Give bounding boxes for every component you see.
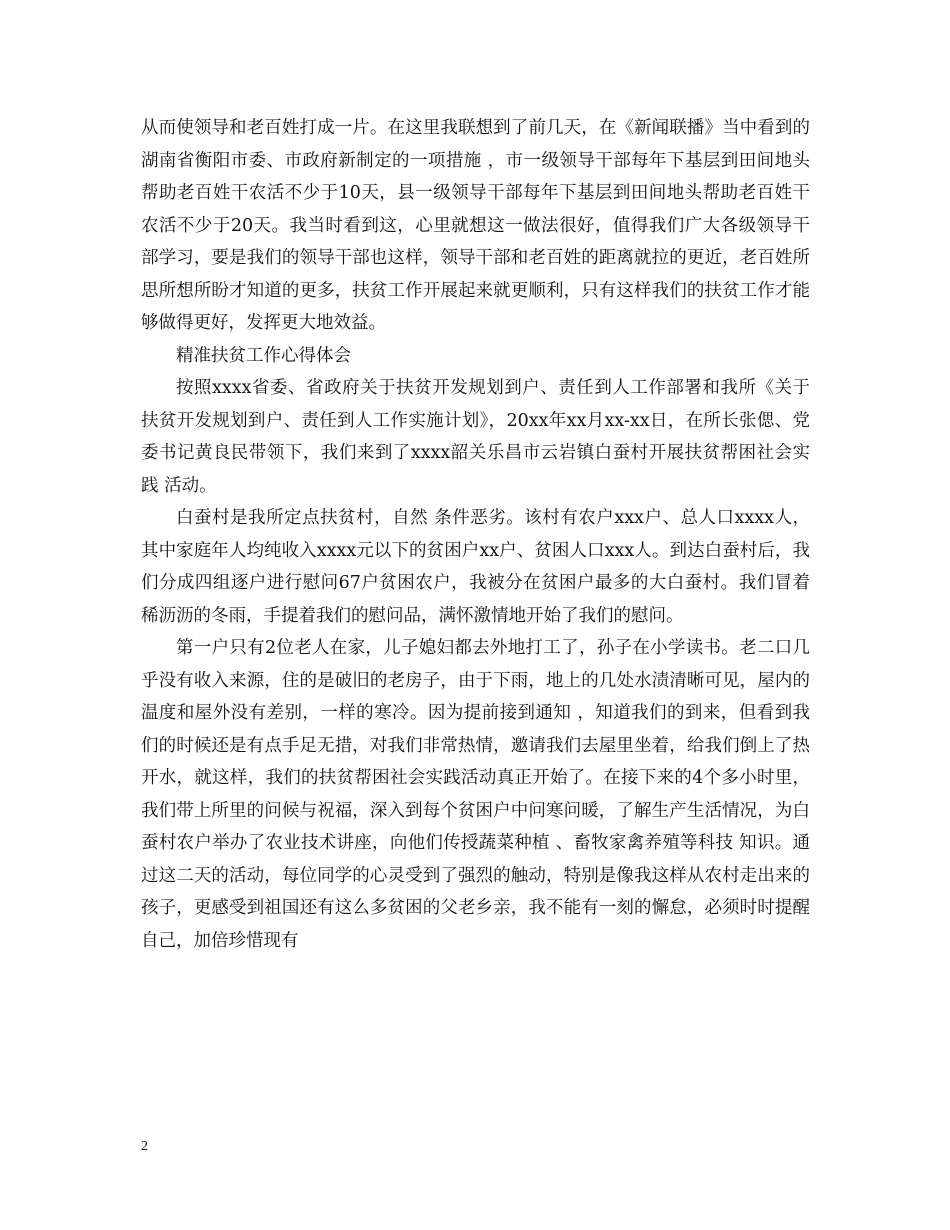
page-number: 2 (141, 1139, 148, 1154)
paragraph-4: 第一户只有2位老人在家，儿子媳妇都去外地打工了，孙子在小学读书。老二口几乎没有收入来源，住的是破旧的老房子，由于下雨，地上的几处水渍清晰可见，屋内的温度和屋外没有差别，一样的寒冷。因为提前接到通知 ，知道我们的到来，但看到我们的时候还是有点手足无措，对我们非常热情，邀请我们去屋里坐着，给我们倒上了热开水，就这样，我们的扶贫帮困社会实践活动真正开始了。在接下来的4个多小时里，我们带上所里的问候与祝福，深入到每个贫困户中问寒问暖，了解生产生活情况，为白蚕村农户举办了农业技术讲座，向他们传授蔬菜种植 、畜牧家禽养殖等科技 知识。通过这二天的活动，每位同学的心灵受到了强烈的触动，特别是像我这样从农村走出来的孩子，更感受到祖国还有这么多贫困的父老乡亲，我不能有一刻的懈怠，必须时时提醒自己，加倍珍惜现有 (141, 638, 810, 951)
document-body (141, 112, 810, 957)
paragraph-1: 从而使领导和老百姓打成一片。在这里我联想到了前几天，在《新闻联播》当中看到的湖南省衡阳市委、市政府新制定的一项措施 ，市一级领导干部每年下基层到田间地头帮助老百姓干农活不少于10天，县一级领导干部每年下基层到田间地头帮助老百姓干农活不少于20天。我当时看到这，心里就想这一做法很好，值得我们广大各级领导干部学习，要是我们的领导干部也这样，领导干部和老百姓的距离就拉的更近，老百姓所思所想所盼才知道的更多，扶贫工作开展起来就更顺利，只有这样我们的扶贫工作才能够做得更好，发挥更大地效益。 (141, 118, 810, 333)
section-heading: 精准扶贫工作心得体会 (176, 345, 351, 366)
paragraph-3: 白蚕村是我所定点扶贫村，自然 条件恶劣。该村有农户xxx户、总人口xxxx人，其中家庭年人均纯收入xxxx元以下的贫困户xx户、贫困人口xxx人。到达白蚕村后，我们分成四组逐户进行慰问67户贫困农户，我被分在贫困户最多的大白蚕村。我们冒着稀沥沥的冬雨，手提着我们的慰问品，满怀激情地开始了我们的慰问。 (141, 508, 810, 626)
paragraph-2: 按照xxxx省委、省政府关于扶贫开发规划到户、责任到人工作部署和我所《关于扶贫开发规划到户、责任到人工作实施计划》，20xx年xx月xx-xx日，在所长张偲、党委书记黄良民带领下，我们来到了xxxx韶关乐昌市云岩镇白蚕村开展扶贫帮困社会实践 活动。 (141, 378, 810, 496)
